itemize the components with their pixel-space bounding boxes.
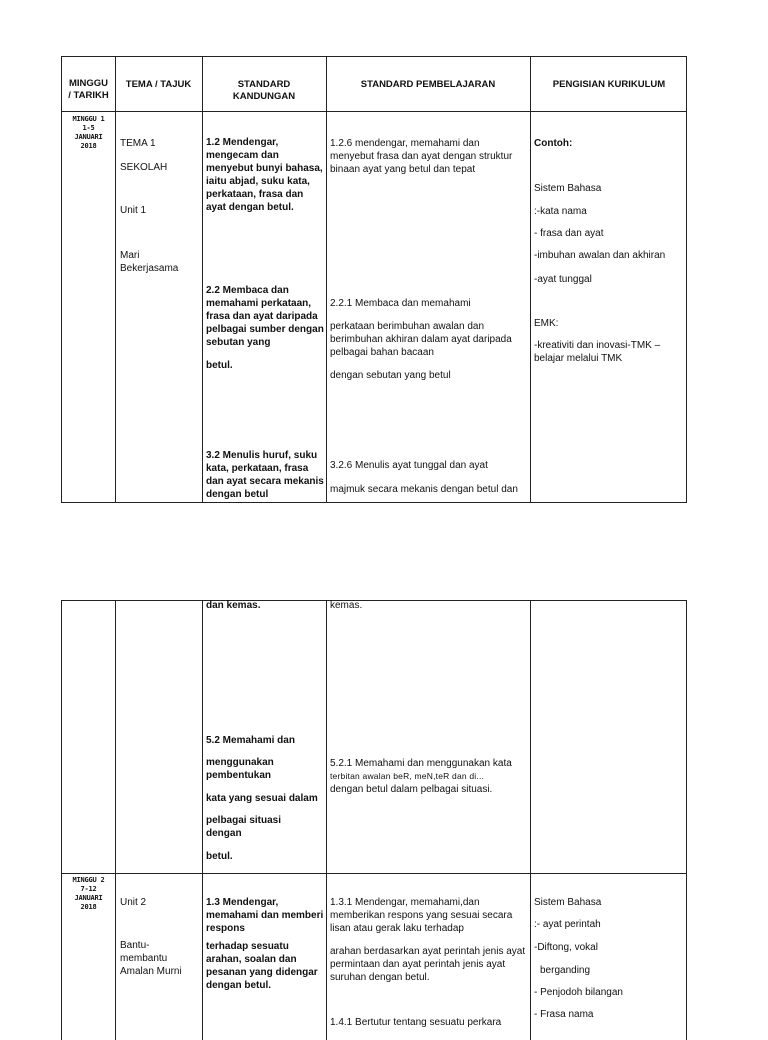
column-divider bbox=[115, 57, 116, 502]
sk-1-2: 1.2 Mendengar, mengecam dan menyebut bunyi bahasa, iaitu abjad, suku kata, perkataan, frasa dan ayat dengan betul. bbox=[206, 137, 323, 213]
pk2-diftong: -Diftong, vokal bbox=[534, 942, 598, 953]
column-divider bbox=[326, 57, 327, 502]
sp-3-2-6: 3.2.6 Menulis ayat tunggal dan ayat bbox=[330, 460, 488, 471]
header-divider bbox=[62, 111, 686, 112]
header-standard-kandungan: STANDARD KANDUNGAN bbox=[232, 79, 296, 102]
sp-1-4-1: 1.4.1 Bertutur tentang sesuatu perkara bbox=[330, 1017, 502, 1028]
pk-contoh: Contoh: bbox=[534, 138, 573, 149]
column-divider bbox=[202, 57, 203, 502]
tema-1-topic: SEKOLAH bbox=[120, 162, 168, 173]
column-divider bbox=[115, 601, 116, 1040]
sp-5-2-1-b: terbitan awalan beR, meN,teR dan di... bbox=[330, 771, 485, 781]
pk-emk: EMK: bbox=[534, 318, 559, 329]
row-divider bbox=[62, 873, 686, 874]
tema-1-label: TEMA 1 bbox=[120, 138, 156, 149]
pk2-ayat-perintah: :- ayat perintah bbox=[534, 919, 601, 930]
pk-frasa-ayat: - frasa dan ayat bbox=[534, 228, 604, 239]
sk-2-2-end: betul. bbox=[206, 360, 233, 371]
week-2-date: MINGGU 2 7-12 JANUARI 2018 bbox=[72, 876, 105, 911]
pk2-frasa-nama: - Frasa nama bbox=[534, 1009, 594, 1020]
sp-cont: kemas. bbox=[330, 600, 363, 611]
pk-ayat-tunggal: -ayat tunggal bbox=[534, 274, 592, 285]
header-pengisian-kurikulum: PENGISIAN KURIKULUM bbox=[552, 79, 666, 90]
unit-1-title: Mari Bekerjasama bbox=[120, 250, 179, 274]
week-1-date: MINGGU 1 1-5 JANUARI 2018 bbox=[72, 115, 105, 150]
pk2-berganding: berganding bbox=[540, 965, 591, 976]
sk-5-2-b: menggunakan pembentukan bbox=[206, 757, 274, 781]
sp-2-2-1-end: dengan sebutan yang betul bbox=[330, 370, 451, 381]
curriculum-table-page-1 bbox=[61, 56, 687, 503]
curriculum-table-page-2 bbox=[61, 600, 687, 1040]
sp-5-2-1: 5.2.1 Memahami dan menggunakan kata bbox=[330, 758, 512, 769]
unit-2-title: Bantu- membantu Amalan Murni bbox=[120, 940, 182, 977]
sp-1-3-1: 1.3.1 Mendengar, memahami,dan memberikan respons yang sesuai secara lisan atau gerak laku terhadap bbox=[330, 897, 513, 934]
column-divider bbox=[202, 601, 203, 1040]
sp-2-2-1: 2.2.1 Membaca dan memahami bbox=[330, 298, 471, 309]
sp-5-2-1-c: dengan betul dalam pelbagai situasi. bbox=[330, 784, 493, 795]
sp-1-3-1-b: arahan berdasarkan ayat perintah jenis ayat permintaan dan ayat perintah jenis ayat suruhan dengan betul. bbox=[330, 946, 526, 983]
sk-3-2: 3.2 Menulis huruf, suku kata, perkataan, frasa dan ayat secara mekanis dengan betul bbox=[206, 450, 324, 500]
unit-1-label: Unit 1 bbox=[120, 205, 147, 216]
sk-5-2-c: kata yang sesuai dalam bbox=[206, 793, 318, 804]
sk-5-2: 5.2 Memahami dan bbox=[206, 735, 295, 746]
pk-kata-nama: :-kata nama bbox=[534, 206, 587, 217]
header-standard-pembelajaran: STANDARD PEMBELAJARAN bbox=[360, 79, 496, 90]
sk-2-2: 2.2 Membaca dan memahami perkataan, frasa dan ayat daripada pelbagai sumber dengan sebutan yang bbox=[206, 285, 324, 348]
unit-2-label: Unit 2 bbox=[120, 897, 147, 908]
column-divider bbox=[530, 601, 531, 1040]
sk-cont: dan kemas. bbox=[206, 600, 261, 611]
column-divider bbox=[530, 57, 531, 502]
sp-1-2-6: 1.2.6 mendengar, memahami dan menyebut frasa dan ayat dengan struktur binaan ayat yang betul dan tepat bbox=[330, 138, 513, 175]
sp-3-2-6-cont: majmuk secara mekanis dengan betul dan bbox=[330, 484, 518, 495]
pk2-sistem-bahasa: Sistem Bahasa bbox=[534, 897, 602, 908]
pk-emk-detail: -kreativiti dan inovasi-TMK – belajar melalui TMK bbox=[534, 340, 661, 364]
header-tema: TEMA / TAJUK bbox=[125, 79, 192, 90]
pk-imbuhan: -imbuhan awalan dan akhiran bbox=[534, 250, 666, 261]
column-divider bbox=[326, 601, 327, 1040]
pk2-penjodoh: - Penjodoh bilangan bbox=[534, 987, 623, 998]
header-minggu: MINGGU / TARIKH bbox=[68, 78, 109, 101]
sk-1-3-b: terhadap sesuatu arahan, soalan dan pesanan yang didengar dengan betul. bbox=[206, 941, 318, 991]
sk-5-2-d: pelbagai situasi dengan bbox=[206, 815, 282, 839]
sk-1-3: 1.3 Mendengar, memahami dan memberi respons bbox=[206, 897, 324, 934]
pk-sistem-bahasa: Sistem Bahasa bbox=[534, 183, 602, 194]
sp-2-2-1-detail: perkataan berimbuhan awalan dan berimbuhan akhiran dalam ayat daripada pelbagai bahan bacaan bbox=[330, 321, 512, 358]
sk-5-2-e: betul. bbox=[206, 851, 233, 862]
